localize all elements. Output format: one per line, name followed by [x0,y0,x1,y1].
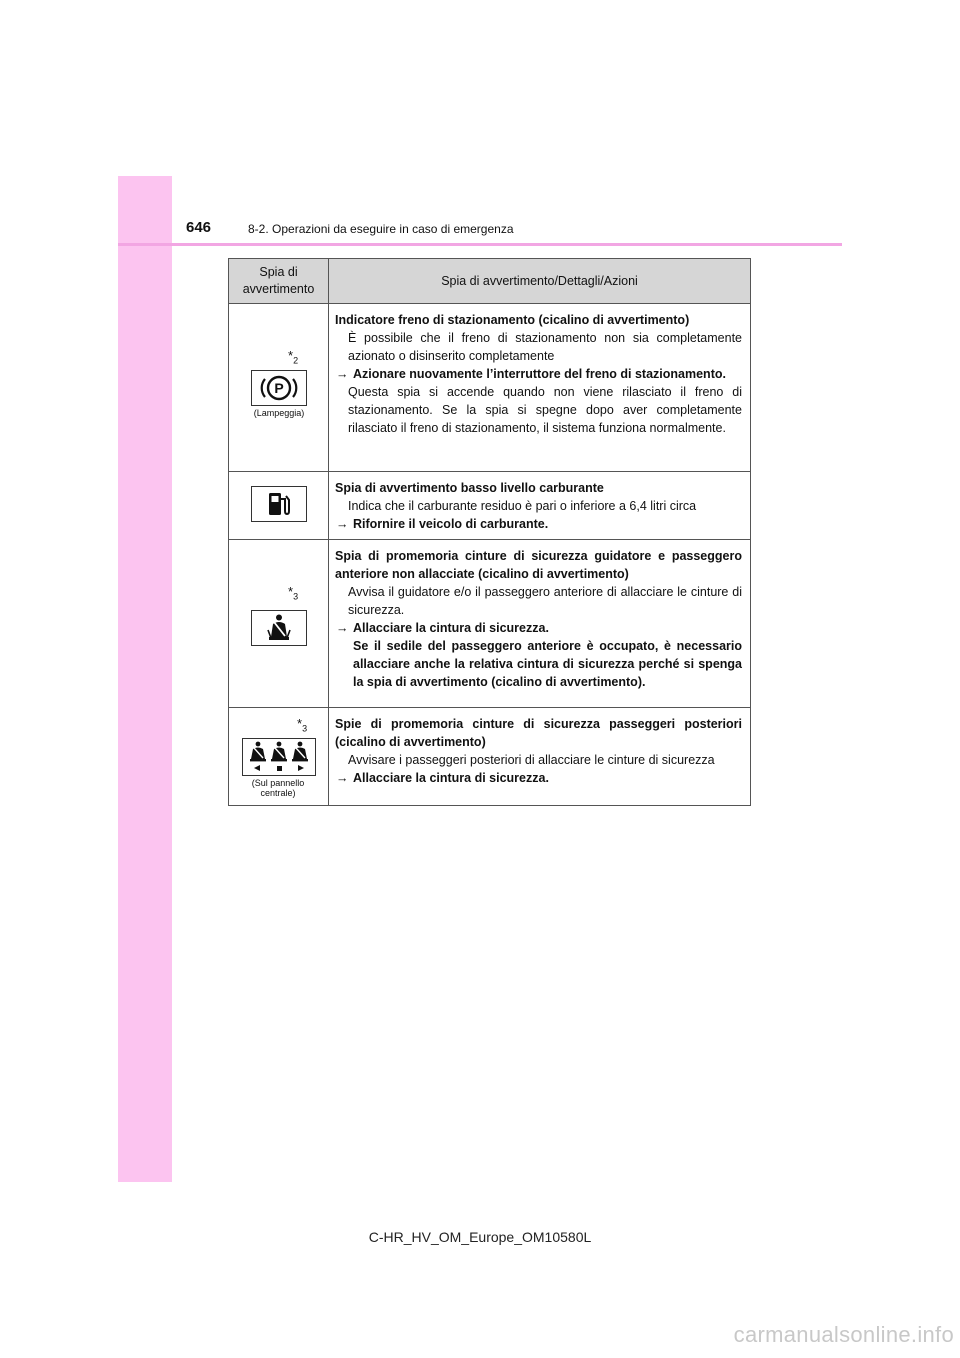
svg-text:P: P [274,380,284,396]
page-number: 646 [186,219,212,236]
table-row [229,472,751,540]
warning-title: Indicatore freno di stazionamento (cicalino di avvertimento) [335,313,690,327]
icon-caption: (Sul pannello centrale) [251,778,305,798]
warning-action: → Azionare nuovamente l’interruttore del freno di stazionamento. [336,367,726,381]
table-row [229,540,751,708]
warning-description: È possibile che il freno di stazionamento non sia completamente azionato o disinserito completamente [348,331,742,363]
document-code: C-HR_HV_OM_Europe_OM10580L [368,1229,592,1245]
arrow-icon: → [336,367,349,381]
warning-lights-table [228,258,751,806]
header-rule [118,243,842,246]
warning-title: Spie di promemoria cinture di sicurezza passeggeri posteriori (cicalino di avvertimento) [335,717,742,749]
warning-action: → Rifornire il veicolo di carburante. [336,517,549,531]
side-tab-band [118,176,172,1182]
icon-caption: (Lampeggia) [253,408,305,418]
fuel-pump-icon [251,486,307,522]
details-cell [329,304,751,472]
icon-cell [229,540,329,708]
seatbelt-reminder-icon [251,610,307,646]
rear-seatbelt-reminder-icon [242,738,316,776]
warning-title: Spia di avvertimento basso livello carburante [335,481,604,495]
header-warning-light: Spia di avvertimento [229,259,329,304]
warning-title: Spia di promemoria cinture di sicurezza guidatore e passeggero anteriore non allacciate (cicalino di avvertimento) [335,549,742,581]
warning-action: → Allacciare la cintura di sicurezza. [336,621,549,635]
table-row [229,304,751,472]
warning-action-detail: Se il sedile del passeggero anteriore è occupato, è necessario allacciare anche la relativa cintura di sicurezza perché si spenga la spia di avvertimento (cicalino di avvertimento). [353,639,742,689]
details-cell [329,540,751,708]
footnote-mark: $*_3$ [297,716,308,734]
table-row [229,708,751,806]
icon-cell [229,708,329,806]
table-header-row [229,259,751,304]
warning-description: Avvisa il guidatore e/o il passeggero anteriore di allacciare le cinture di sicurezza. [348,585,742,617]
footnote-mark: $*_3$ [288,584,299,602]
warning-description: Avvisare i passeggeri posteriori di allacciare le cinture di sicurezza [348,753,715,767]
arrow-icon: → [336,517,349,531]
parking-brake-warning-icon [251,370,307,406]
warning-description: Indica che il carburante residuo è pari o inferiore a 6,4 litri circa [348,499,697,513]
section-title: 8-2. Operazioni da eseguire in caso di emergenza [248,222,514,236]
header-details-actions: Spia di avvertimento/Dettagli/Azioni [329,259,751,304]
watermark: carmanualsonline.info [733,1322,954,1347]
details-cell [329,708,751,806]
icon-cell [229,472,329,540]
details-cell [329,472,751,540]
footnote-mark: $*_2$ [288,348,299,366]
arrow-icon: → [336,771,349,785]
warning-action: → Allacciare la cintura di sicurezza. [336,771,549,785]
arrow-icon: → [336,621,349,635]
icon-cell [229,304,329,472]
warning-extra-note: Questa spia si accende quando non viene rilasciato il freno di stazionamento. Se la spia si spegne dopo aver completamente rilasciato il freno di stazionamento, il sistema funziona normalmente. [348,385,742,435]
